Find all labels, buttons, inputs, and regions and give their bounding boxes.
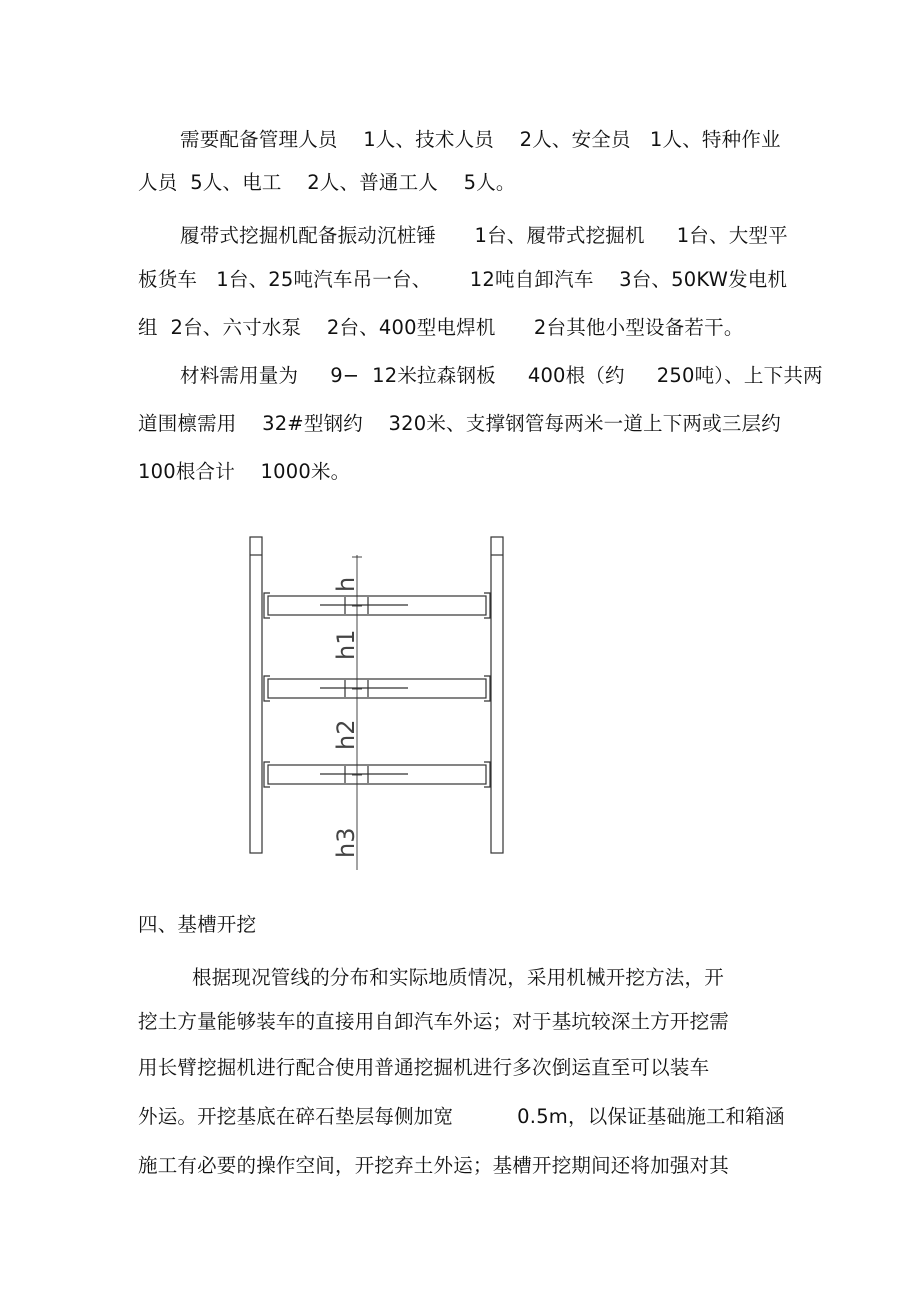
staff-line-2: 人员 5人、电工 2人、普通工人 5人。	[138, 171, 516, 194]
section-body-line-3: 用长臂挖掘机进行配合使用普通挖掘机进行多次倒运直至可以装车	[138, 1056, 710, 1079]
materials-line-2: 道围檩需用 32#型钢约 320米、支撑钢管每两米一道上下两或三层约	[138, 412, 781, 435]
section-heading: 四、基槽开挖	[138, 913, 257, 936]
dim-label-h3: h3	[332, 827, 360, 858]
dim-label-h1: h1	[332, 629, 360, 660]
right-sheet-pile	[491, 537, 503, 853]
section-body-line-2: 挖土方量能够装车的直接用自卸汽车外运；对于基坑较深土方开挖需	[138, 1010, 730, 1033]
left-sheet-pile	[250, 537, 262, 853]
dim-label-h: h	[332, 576, 360, 592]
materials-line-3: 100根合计 1000米。	[138, 460, 351, 483]
section-body-line-5: 施工有必要的操作空间，开挖弃土外运；基槽开挖期间还将加强对其	[138, 1154, 730, 1177]
equipment-line-1: 履带式挖掘机配备振动沉桩锤 1台、履带式挖掘机 1台、大型平	[180, 224, 788, 247]
strut-level-2	[264, 676, 490, 701]
equipment-line-3: 组 2台、六寸水泵 2台、400型电焊机 2台其他小型设备若干。	[138, 316, 744, 339]
section-body-line-1: 根据现况管线的分布和实际地质情况，采用机械开挖方法，开	[192, 966, 724, 989]
dim-label-h2: h2	[332, 719, 360, 750]
equipment-line-2: 板货车 1台、25吨汽车吊一台、 12吨自卸汽车 3台、50KW发电机	[138, 268, 788, 291]
section-body-line-4: 外运。开挖基底在碎石垫层每侧加宽 0.5m，以保证基础施工和箱涵	[138, 1105, 785, 1128]
materials-line-1: 材料需用量为 9− 12米拉森钢板 400根（约 250吨）、上下共两	[180, 364, 823, 387]
strut-level-1	[264, 593, 490, 618]
staff-line-1: 需要配备管理人员 1人、技术人员 2人、安全员 1人、特种作业	[180, 128, 781, 151]
strut-level-3	[264, 762, 490, 787]
